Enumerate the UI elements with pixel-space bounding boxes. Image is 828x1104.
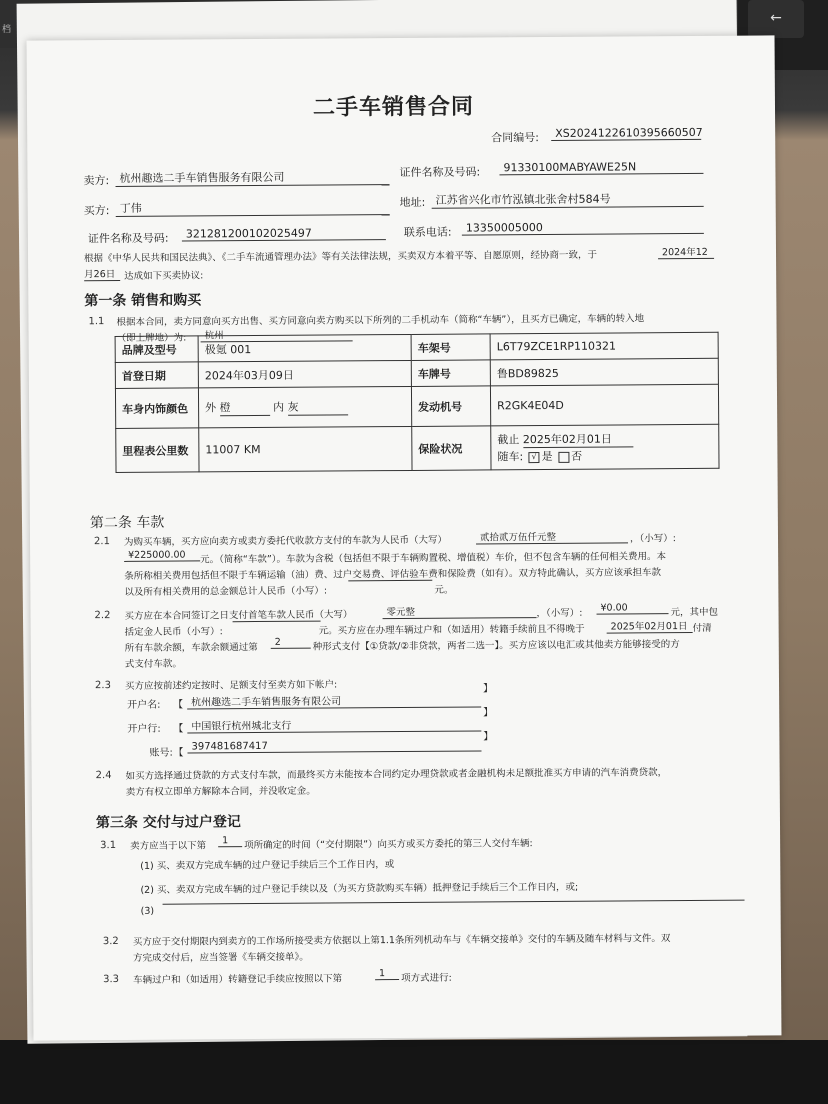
price-in-words: 贰拾贰万伍仟元整: [476, 528, 628, 544]
seller-name: 杭州趣选二手车销售服务有限公司: [115, 168, 389, 187]
bracket-right: 】: [483, 731, 494, 743]
account-name: 杭州趣选二手车销售服务有限公司: [187, 691, 481, 709]
account-number-label: 账号:: [149, 747, 173, 759]
keyboard-key-left: 档: [0, 0, 30, 48]
deposit-label: 括定金人民币（小写）:: [124, 626, 223, 638]
exterior-prefix: 外: [205, 401, 217, 415]
table-row: [116, 424, 719, 472]
intro-day: 月26日: [84, 266, 120, 281]
section-2-2-text-end: 元，其中包: [670, 606, 719, 619]
section-2-4-number: 2.4: [95, 770, 112, 782]
delivery-option-2: (2) 买、卖双方完成车辆的过户登记手续以及（为买方贷款购买车辆）抵押登记手续后三个工作日内，或;: [140, 881, 579, 896]
insurance-date: 2025年02月01日: [523, 430, 633, 448]
engine-value: R2GK4E04D: [490, 384, 718, 426]
delivery-option-3-blank: [163, 900, 745, 905]
buyer-phone: 13350005000: [462, 220, 704, 236]
buyer-name: 丁伟: [116, 198, 390, 217]
insurance-label: 保险状况: [412, 426, 491, 471]
contract-no-label: 合同编号:: [491, 131, 539, 145]
plate-value: 鲁BD89825: [490, 358, 718, 386]
no-checkbox[interactable]: [558, 451, 569, 462]
buyer-id: 321281200102025497: [182, 226, 386, 241]
section-2-1-text-2: 元。（简称“车款”）。车款为含税（包括但不限于车辆购置税、增值税）车价，但不包含车辆的任何相关费用。本: [200, 551, 667, 566]
first-reg-value: 2024年03月09日: [198, 360, 411, 387]
buyer-address: 江苏省兴化市竹泓镇北张舍村584号: [432, 190, 704, 209]
phone-label: 联系电话:: [403, 225, 452, 239]
vin-label: 车架号: [411, 334, 490, 361]
down-payment-words: 零元整: [382, 603, 536, 619]
section-3-3-text-2: 项方式进行:: [401, 972, 452, 985]
insurance-value: [491, 424, 719, 470]
transfer-city: 杭州: [201, 326, 353, 342]
section-1-1-text: 根据本合同，卖方同意向买方出售、买方同意向卖方购买以下所列的二手机动车（简称“车辆”），且买方已确定，车辆的转入地: [116, 313, 645, 329]
mileage-label: 里程表公里数: [116, 428, 199, 473]
payment-way: 2: [271, 637, 311, 649]
keyboard-key-backspace: ←: [748, 0, 804, 38]
down-payment-amount: ¥0.00: [596, 602, 668, 615]
engine-label: 发动机号: [411, 386, 490, 427]
exterior-color: 橙: [220, 399, 270, 416]
contract-page: [27, 35, 782, 1040]
section-2-1-text: 为购买车辆，买方应向卖方或卖方委托代收款方支付的车款为人民币（大写）: [123, 534, 448, 548]
yes-label: 是: [541, 449, 553, 464]
bracket-left: 【: [173, 747, 184, 759]
dark-bottom-edge: [0, 1040, 828, 1104]
down-payment-small-label: ，（小写）:: [536, 607, 583, 620]
color-value: [198, 386, 411, 427]
first-reg-label: 首登日期: [115, 362, 198, 389]
account-bank-label: 开户行:: [127, 723, 161, 735]
buyer-label: 买方:: [83, 204, 110, 218]
account-name-label: 开户名:: [127, 699, 161, 711]
interior-color: 灰: [288, 398, 348, 415]
delivery-option-1: (1) 买、卖双方完成车辆的过户登记手续后三个工作日内，或: [140, 859, 395, 872]
total-amount-blank: [348, 580, 432, 582]
delivery-option-3: (3): [140, 905, 155, 917]
price-small-label: ，（小写）:: [629, 533, 677, 545]
section-3-3-text: 车辆过户和（如适用）转籍登记手续应按照以下第: [133, 973, 343, 986]
bracket-right: 】: [483, 683, 494, 695]
section-2-1-text-3: 条所称相关费用包括但不限于车辆运输（油）费、过户交易费、评估验车费和保险费（如有）。双方特此确认，买方应该承担车款: [124, 567, 662, 582]
plate-label: 车牌号: [411, 360, 490, 387]
section-2-3-number: 2.3: [94, 680, 111, 692]
section-3-1-text: 卖方应当于以下第: [130, 840, 207, 852]
section-3-3-number: 3.3: [103, 974, 120, 986]
final-payment-date: 2025年02月01日: [607, 618, 693, 634]
with-car-label: 随车:: [497, 450, 524, 464]
mileage-value: 11007 KM: [199, 426, 412, 471]
article-1-title: 第一条 销售和购买: [84, 292, 202, 310]
table-row: [115, 384, 718, 428]
section-2-2-text-3: 付清: [692, 622, 712, 634]
account-number: 397481687417: [187, 739, 481, 753]
contract-no: XS2024122610395660507: [551, 126, 701, 141]
bracket-left: 【: [173, 699, 184, 711]
brand-value: 极氪 001: [198, 334, 411, 361]
section-2-4-text-2: 卖方有权立即单方解除本合同，并没收定金。: [125, 785, 316, 798]
section-2-2-text-5: 种形式支付【①贷款/②非贷款，两者二选一】。买方应该以电汇或其他卖方能够接受的方: [312, 639, 680, 653]
color-label: 车身内饰颜色: [115, 388, 198, 429]
section-3-1-text-2: 项所确定的时间（“交付期限”）向买方或买方委托的第三人交付车辆:: [244, 838, 533, 852]
section-2-2-number: 2.2: [94, 610, 111, 622]
bracket-left: 【: [173, 723, 184, 735]
section-2-4-text: 如买方选择通过贷款的方式支付车款，而最终买方未能按本合同约定办理贷款或者金融机构未足额批准买方申请的汽车消费贷款，: [125, 767, 668, 782]
yes-checkbox[interactable]: √: [529, 452, 540, 463]
no-label: 否: [571, 449, 583, 463]
seller-label: 卖方:: [83, 174, 110, 188]
article-2-title: 第二条 车款: [89, 514, 165, 532]
price-amount: ¥225000.00: [124, 549, 200, 562]
section-3-2-text-2: 方完成交付后，应当签署《车辆交接单》。: [132, 951, 309, 964]
account-bank: 中国银行杭州城北支行: [187, 715, 481, 733]
deposit-blank: [233, 621, 321, 623]
article-3-title: 第三条 交付与过户登记: [95, 814, 241, 832]
section-1-1-text-2: （即上牌地）为:: [116, 332, 187, 345]
section-3-1-number: 3.1: [100, 840, 117, 852]
insurance-prefix: 截止: [497, 433, 520, 447]
address-label: 地址:: [399, 195, 426, 210]
intro-line-2: 达成如下买卖协议:: [124, 270, 204, 282]
total-amount-unit: 元。: [434, 584, 454, 596]
section-2-1-number: 2.1: [93, 536, 110, 548]
vin-value: L6T79ZCE1RP110321: [490, 332, 718, 360]
seller-id: 91330100MABYAWE25N: [499, 160, 703, 175]
buyer-id-label: 证件名称及号码:: [87, 231, 169, 246]
transfer-option: 1: [375, 968, 399, 980]
section-2-1-text-4: 以及所有相关费用的总金额总计人民币（小写）:: [124, 585, 328, 598]
section-2-3-text: 买方应按前述约定按时、足额支付至卖方如下帐户:: [124, 679, 338, 692]
section-2-2-text-6: 式支付车款。: [124, 658, 182, 670]
section-2-2-text-4: 所有车款余额，车款余额通过第: [124, 642, 258, 654]
interior-prefix: 内: [273, 400, 285, 414]
intro-year-month: 2024年12: [658, 244, 714, 259]
brand-label: 品牌及型号: [115, 336, 198, 363]
section-2-2-text-2: 元。买方应在办理车辆过户和（如适用）转籍手续前且不得晚于: [318, 623, 585, 637]
section-3-2-text: 买方应于交付期限内到卖方的工作场所接受卖方依据以上第1.1条所列机动车与《车辆交接单》交付的车辆及随车材料与文件。双: [132, 933, 671, 948]
bracket-right: 】: [483, 707, 494, 719]
contract-title: 二手车销售合同: [312, 94, 475, 121]
delivery-option: 1: [218, 835, 242, 847]
section-2-2-text: 买方应在本合同签订之日支付首笔车款人民币（大写）: [124, 609, 353, 622]
vehicle-table: [115, 332, 720, 473]
intro-line-1: 根据《中华人民共和国民法典》、《二手车流通管理办法》等有关法律法规，买卖双方本着平等、自愿原则，经协商一致，于: [84, 249, 598, 265]
seller-id-label: 证件名称及号码:: [399, 165, 481, 180]
section-3-2-number: 3.2: [102, 936, 119, 948]
section-1-1-number: 1.1: [88, 316, 105, 328]
